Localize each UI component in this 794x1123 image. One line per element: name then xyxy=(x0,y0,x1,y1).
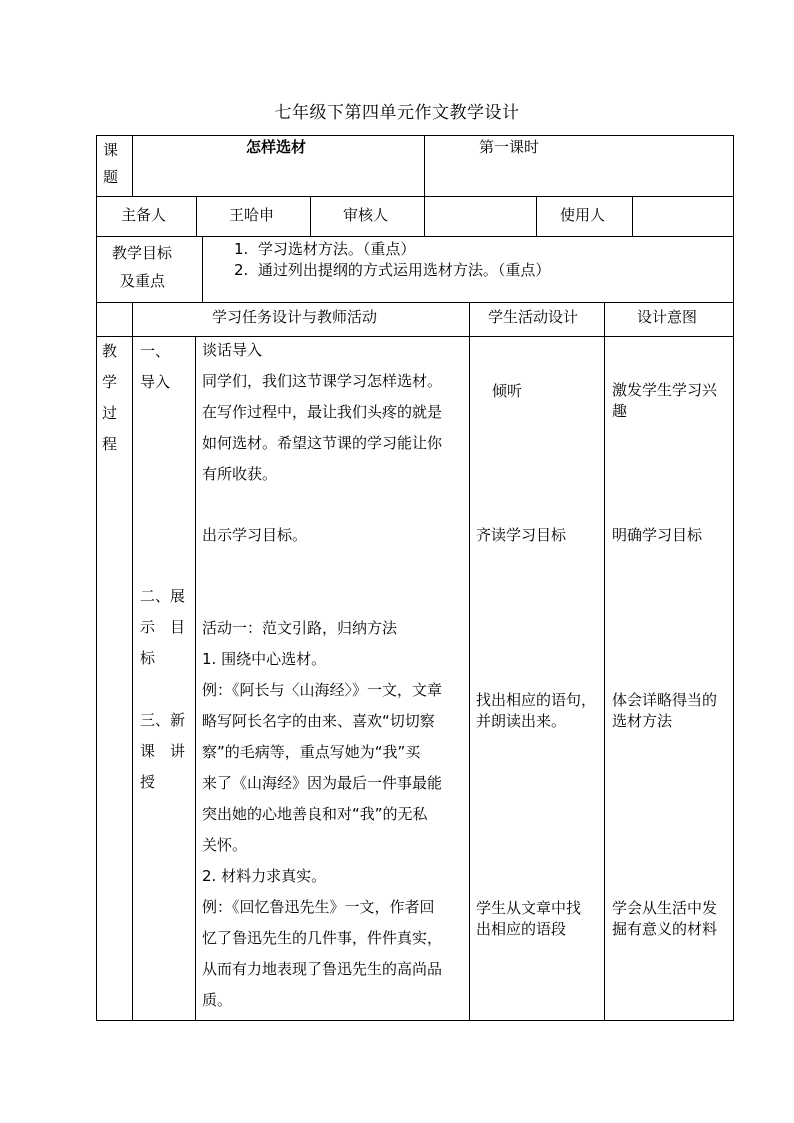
table-rule xyxy=(96,236,734,237)
table-rule xyxy=(132,135,133,196)
table-border-bottom xyxy=(96,1020,734,1021)
table-rule xyxy=(96,302,734,303)
student-activity-read-goals: 齐读学习目标 xyxy=(476,526,567,544)
user-label: 使用人 xyxy=(560,206,606,224)
goal-text: 通过列出提纲的方式运用选材方法。（重点） xyxy=(257,261,551,279)
table-rule xyxy=(424,135,425,196)
table-rule xyxy=(424,196,425,236)
table-rule xyxy=(310,196,311,236)
table-rule xyxy=(196,196,197,236)
lead-preparer-label: 主备人 xyxy=(121,206,167,224)
goal-text: 学习选材方法。（重点） xyxy=(257,240,416,258)
topic-label: 课 题 xyxy=(103,141,119,186)
goal-number: 1. xyxy=(234,240,249,258)
table-rule xyxy=(202,236,203,302)
teacher-activity-text: 活动一：范文引路，归纳方法 1. 围绕中心选材。 例：《阿长与〈山海经〉》一文，文章 略写阿长名字的由来、喜欢“切切察 察”的毛病等，重点写她为“我”买 来了《山海经》因为最后一件事最能 突出她的心地善良和对“我”的无私 关怀。 2. 材料力求真实。 例：《回忆鲁迅先生》一文，作者回 忆了鲁迅先生的几件事，件件真实， 从而有力地表现了鲁迅先生的高尚品 质。 xyxy=(202,619,443,1009)
table-rule xyxy=(469,302,470,1021)
table-rule xyxy=(96,196,734,197)
student-activity-find-sentences: 找出相应的语句， 并朗读出来。 xyxy=(476,691,597,730)
stage-intro: 一、 导入 xyxy=(140,342,171,391)
student-activity-listen: 倾听 xyxy=(492,382,523,400)
table-rule xyxy=(536,196,537,236)
student-activity-find-paragraphs: 学生从文章中找 出相应的语段 xyxy=(476,899,582,938)
intent-selection-method: 体会详略得当的 选材方法 xyxy=(612,691,718,730)
column-header-tasks: 学习任务设计与教师活动 xyxy=(212,308,378,326)
stage-new-lesson: 三、新 课 讲 授 xyxy=(140,711,186,791)
intent-clarify-goals: 明确学习目标 xyxy=(612,526,703,544)
stage-show-goals: 二、展 示 目 标 xyxy=(140,587,186,667)
lesson-period: 第一课时 xyxy=(479,138,540,156)
lead-preparer-name: 王哈申 xyxy=(229,206,275,224)
table-border-left xyxy=(96,135,97,1021)
goals-label: 教学目标 及重点 xyxy=(112,244,173,290)
table-rule xyxy=(195,336,196,1021)
table-rule xyxy=(132,302,133,1021)
teacher-show-goals: 出示学习目标。 xyxy=(202,526,308,544)
goal-number: 2. xyxy=(234,261,249,279)
table-rule xyxy=(604,302,605,1021)
intent-motivate: 激发学生学习兴 趣 xyxy=(612,381,718,420)
intent-life-material: 学会从生活中发 掘有意义的材料 xyxy=(612,899,718,938)
column-header-intent: 设计意图 xyxy=(637,308,698,326)
teacher-intro-text: 谈话导入 同学们，我们这节课学习怎样选材。 在写作过程中，最让我们头疼的就是 如何选材。希望这节课的学习能让你 有所收获。 xyxy=(202,341,443,483)
process-label: 教 学 过 程 xyxy=(102,342,118,453)
table-border-top xyxy=(96,135,734,136)
reviewer-label: 审核人 xyxy=(343,206,389,224)
table-border-right xyxy=(733,135,734,1021)
goal-item xyxy=(234,259,550,280)
table-rule xyxy=(632,196,633,236)
goal-item xyxy=(234,238,415,259)
column-header-student: 学生活动设计 xyxy=(488,308,579,326)
topic-value: 怎样选材 xyxy=(246,138,307,156)
document-title: 七年级下第四单元作文教学设计 xyxy=(274,103,520,123)
